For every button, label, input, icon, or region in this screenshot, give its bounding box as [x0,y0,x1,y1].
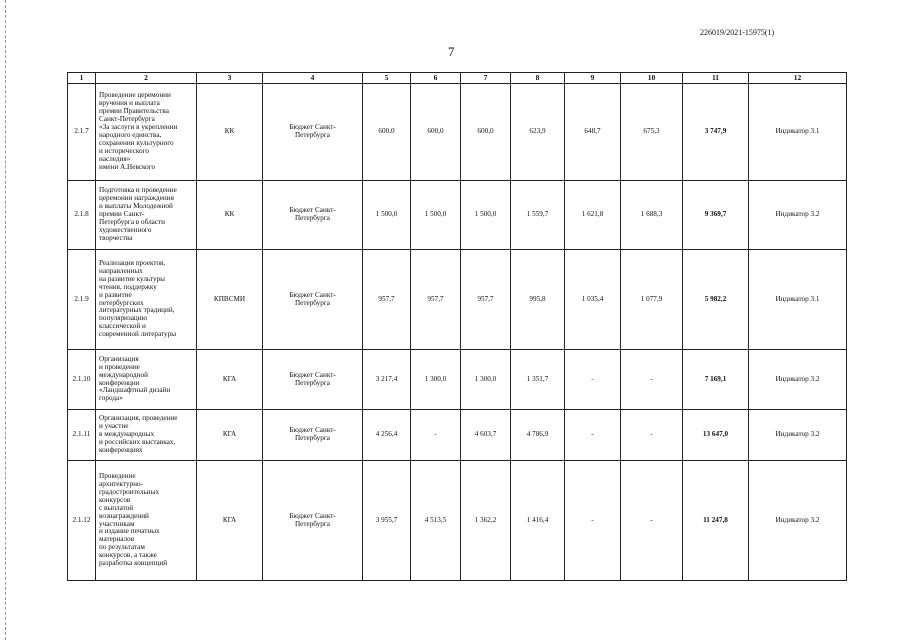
funding-source: Бюджет Санкт-Петербурга [263,181,363,250]
value-cell: - [565,461,621,581]
value-cell: 1 621,8 [565,181,621,250]
value-cell: 1 362,2 [461,461,511,581]
activity-name: Подготовка и проведение церемонии награждения и выплаты Молодежной премии Санкт- Петербурга в области художественного творчества [96,181,197,250]
value-cell: 1 688,3 [621,181,683,250]
activity-name: Организация, проведение и участие в международных и российских выставках, конференциях [96,410,197,461]
value-cell: 648,7 [565,84,621,181]
indicator-cell: Индикатор 3.2 [749,350,847,410]
value-cell: 3 217,4 [363,350,411,410]
value-cell: 1 351,7 [511,350,565,410]
value-cell: 995,8 [511,250,565,350]
value-cell: 957,7 [363,250,411,350]
value-cell: 600,0 [461,84,511,181]
document-number: 226019/2021-15975(1) [700,28,775,37]
executor-cell: КГА [197,461,263,581]
column-header: 3 [197,73,263,84]
executor-cell: КК [197,84,263,181]
row-number: 2.1.12 [68,461,96,581]
total-cell: 11 247,8 [683,461,749,581]
value-cell: - [565,410,621,461]
table-row [68,410,847,461]
activity-name: Проведение церемонии вручения и выплата премии Правительства Санкт-Петербурга «За заслуги в укреплении народного единства, сохранении культурного и исторического наследия» имени А.Невского [96,84,197,181]
program-table [67,72,847,581]
value-cell: 1 300,0 [411,350,461,410]
value-cell: 4 256,4 [363,410,411,461]
column-header: 8 [511,73,565,84]
column-header: 4 [263,73,363,84]
indicator-cell: Индикатор 3.2 [749,461,847,581]
total-cell: 3 747,9 [683,84,749,181]
value-cell: 623,9 [511,84,565,181]
value-cell: 4 513,5 [411,461,461,581]
column-header: 1 [68,73,96,84]
executor-cell: КК [197,181,263,250]
value-cell: - [565,350,621,410]
indicator-cell: Индикатор 3.1 [749,84,847,181]
column-header: 11 [683,73,749,84]
value-cell: 1 300,0 [461,350,511,410]
value-cell: 600,0 [411,84,461,181]
value-cell: 1 559,7 [511,181,565,250]
value-cell: 1 500,0 [363,181,411,250]
executor-cell: КПВСМИ [197,250,263,350]
row-number: 2.1.11 [68,410,96,461]
total-cell: 13 647,0 [683,410,749,461]
funding-source: Бюджет Санкт-Петербурга [263,84,363,181]
funding-source: Бюджет Санкт-Петербурга [263,410,363,461]
value-cell: 1 416,4 [511,461,565,581]
table-row [68,181,847,250]
row-number: 2.1.8 [68,181,96,250]
funding-source: Бюджет Санкт-Петербурга [263,461,363,581]
value-cell: 1 500,0 [461,181,511,250]
value-cell: 600,0 [363,84,411,181]
value-cell: - [621,350,683,410]
table-row [68,350,847,410]
column-header: 6 [411,73,461,84]
page-number: 7 [448,44,455,59]
value-cell: - [621,461,683,581]
column-header: 9 [565,73,621,84]
total-cell: 9 369,7 [683,181,749,250]
funding-source: Бюджет Санкт-Петербурга [263,250,363,350]
table-row [68,84,847,181]
indicator-cell: Индикатор 3.2 [749,181,847,250]
value-cell: 957,7 [461,250,511,350]
activity-name: Организация и проведение международной конференции «Ландшафтный дизайн города» [96,350,197,410]
row-number: 2.1.7 [68,84,96,181]
column-header: 7 [461,73,511,84]
value-cell: 4 786,9 [511,410,565,461]
column-header: 10 [621,73,683,84]
header-row [68,73,847,84]
value-cell: 1 077,9 [621,250,683,350]
value-cell: 4 603,7 [461,410,511,461]
executor-cell: КГА [197,410,263,461]
executor-cell: КГА [197,350,263,410]
value-cell: 1 035,4 [565,250,621,350]
funding-source: Бюджет Санкт-Петербурга [263,350,363,410]
total-cell: 7 169,1 [683,350,749,410]
value-cell: 957,7 [411,250,461,350]
total-cell: 5 982,2 [683,250,749,350]
column-header: 5 [363,73,411,84]
value-cell: 675,3 [621,84,683,181]
activity-name: Реализация проектов, направленных на развитие культуры чтения, поддержку и развитие петербургских литературных традиций, популяризацию классической и современной литературы [96,250,197,350]
table-row [68,250,847,350]
column-header: 2 [96,73,197,84]
value-cell: 3 955,7 [363,461,411,581]
value-cell: - [411,410,461,461]
page-edge-line [5,0,6,640]
row-number: 2.1.10 [68,350,96,410]
column-header: 12 [749,73,847,84]
indicator-cell: Индикатор 3.2 [749,410,847,461]
activity-name: Проведение архитектурно- градостроительных конкурсов с выплатой вознаграждений участникам и издание печатных материалов по результатам конкурсов, а также разработка концепций [96,461,197,581]
value-cell: - [621,410,683,461]
table-row [68,461,847,581]
value-cell: 1 500,0 [411,181,461,250]
row-number: 2.1.9 [68,250,96,350]
indicator-cell: Индикатор 3.1 [749,250,847,350]
